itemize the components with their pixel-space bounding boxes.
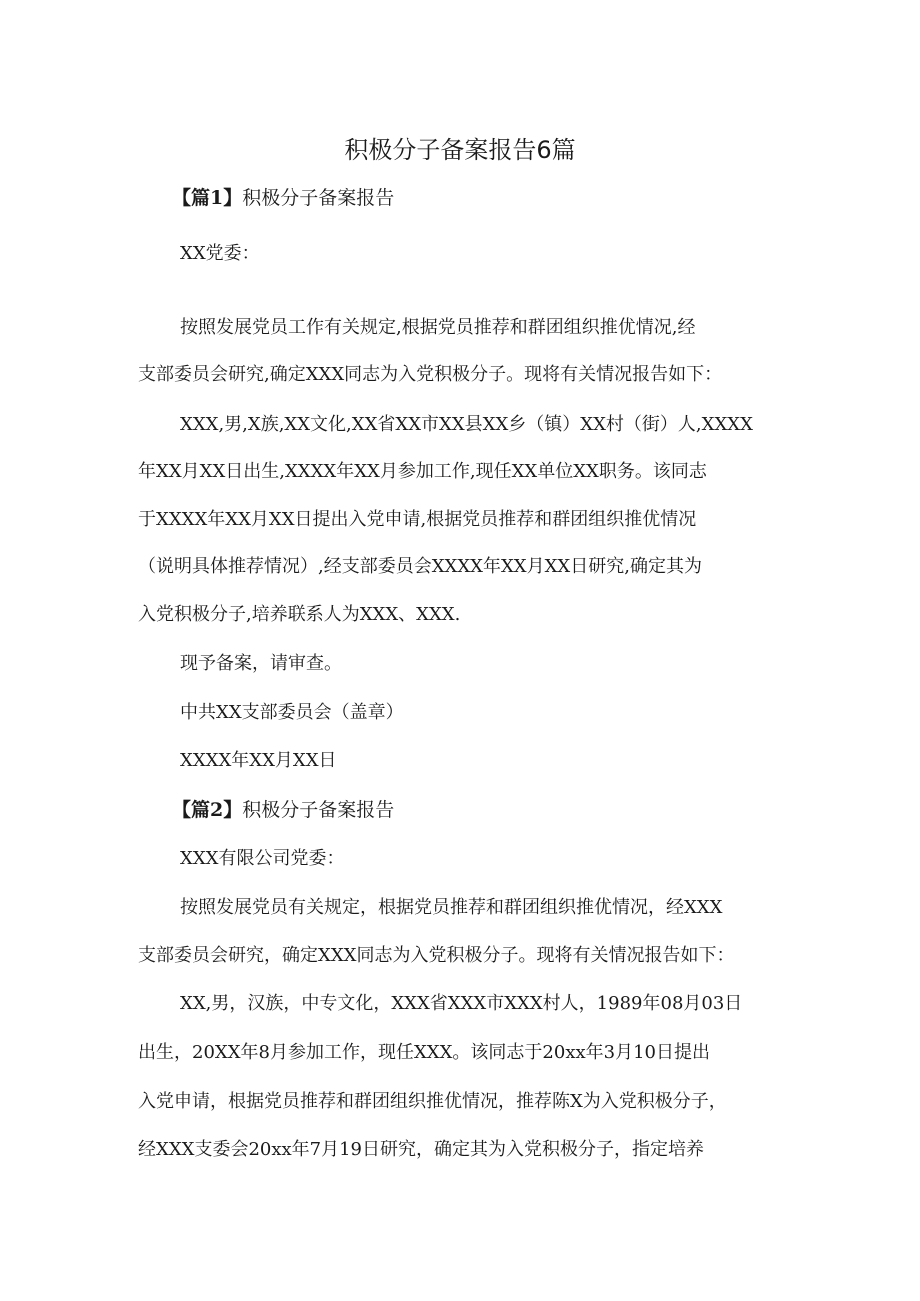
- section-1-salutation: XX党委：: [180, 243, 260, 264]
- section-2-tag: 【篇2】: [172, 799, 243, 821]
- section-1-signature: 中共XX支部委员会（盖章）: [180, 702, 404, 723]
- section-1-para2-line-5: 入党积极分子,培养联系人为XXX、XXX.: [138, 604, 461, 625]
- section-1-para2-line-1: XXX,男,X族,XX文化,XX省XX市XX县XX乡（镇）XX村（街）人,XXXX: [180, 414, 753, 435]
- section-2-para2-line-4: 经XXX支委会20xx年7月19日研究，确定其为入党积极分子，指定培养: [138, 1139, 705, 1160]
- section-1-para2-line-2: 年XX月XX日出生,XXXX年XX月参加工作,现任XX单位XX职务。该同志: [138, 461, 707, 482]
- document-title: 积极分子备案报告6篇: [344, 136, 576, 164]
- section-2-para1-line-2: 支部委员会研究，确定XXX同志为入党积极分子。现将有关情况报告如下：: [138, 945, 735, 966]
- section-1-para2-line-4: （说明具体推荐情况）,经支部委员会XXXX年XX月XX日研究,确定其为: [138, 556, 702, 577]
- section-2-para2-line-1: XX,男，汉族，中专文化，XXX省XXX市XXX村人，1989年08月03日: [180, 993, 743, 1014]
- section-2-heading: [172, 795, 394, 825]
- section-2-heading-text: 积极分子备案报告: [242, 799, 395, 821]
- section-1-tag: 【篇1】: [172, 187, 243, 209]
- section-1-heading-text: 积极分子备案报告: [242, 187, 395, 209]
- section-1-closing: 现予备案，请审查。: [180, 653, 342, 674]
- section-2-para2-line-3: 入党申请，根据党员推荐和群团组织推优情况，推荐陈X为入党积极分子，: [138, 1091, 727, 1112]
- section-1-para1-line-2: 支部委员会研究,确定XXX同志为入党积极分子。现将有关情况报告如下：: [138, 364, 723, 385]
- section-2-para1-line-1: 按照发展党员有关规定，根据党员推荐和群团组织推优情况，经XXX: [180, 897, 723, 918]
- section-1-para2-line-3: 于XXXX年XX月XX日提出入党申请,根据党员推荐和群团组织推优情况: [138, 509, 697, 530]
- section-1-heading: [172, 183, 394, 213]
- section-1-para1-line-1: 按照发展党员工作有关规定,根据党员推荐和群团组织推优情况,经: [180, 317, 696, 338]
- section-2-salutation: XXX有限公司党委：: [180, 848, 345, 869]
- section-2-para2-line-2: 出生，20XX年8月参加工作，现任XXX。该同志于20xx年3月10日提出: [138, 1042, 710, 1063]
- section-1-date: XXXX年XX月XX日: [180, 750, 337, 771]
